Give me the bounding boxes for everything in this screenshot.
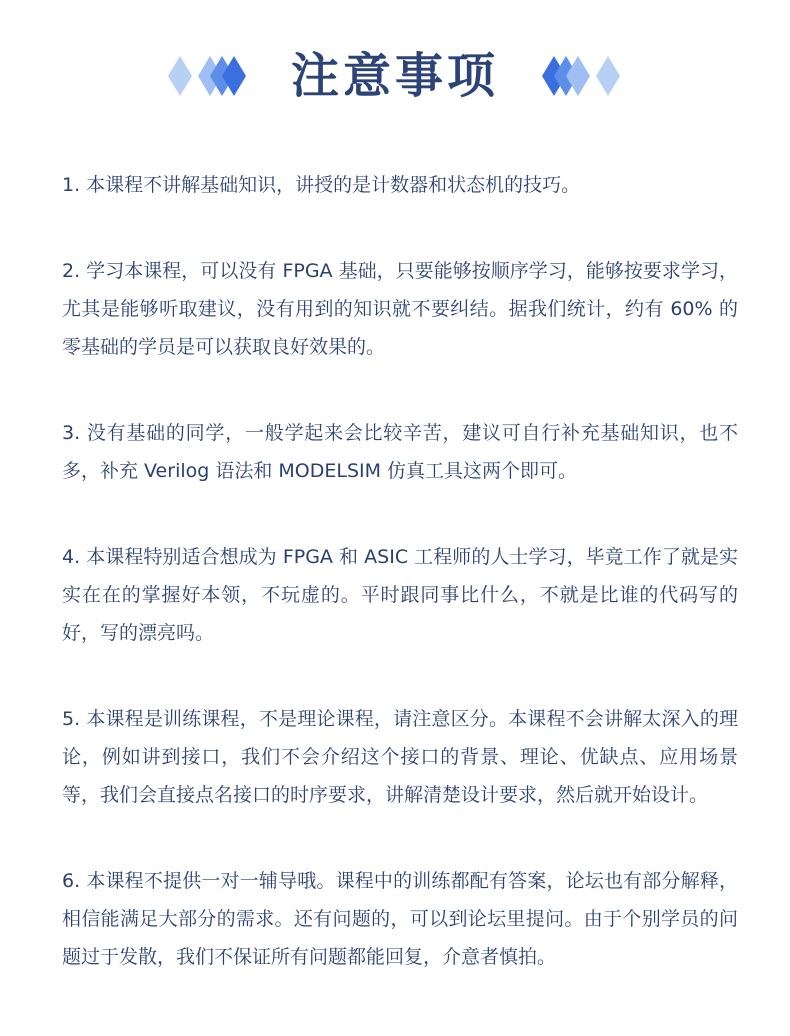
diamond-decoration-right-icon — [542, 56, 622, 96]
note-item: 2. 学习本课程，可以没有 FPGA 基础，只要能够按顺序学习，能够按要求学习，尤其是能够听取建议，没有用到的知识就不要纠结。据我们统计，约有 60% 的零基础的学员是可以获取良好效果的。 — [62, 260, 738, 358]
note-item: 1. 本课程不讲解基础知识，讲授的是计数器和状态机的技巧。 — [62, 174, 581, 196]
note-item: 6. 本课程不提供一对一辅导哦。课程中的训练都配有答案，论坛也有部分解释，相信能满足大部分的需求。还有问题的，可以到论坛里提问。由于个别学员的问题过于发散，我们不保证所有问题都能回复，介意者慎拍。 — [62, 870, 738, 968]
note-item: 4. 本课程特别适合想成为 FPGA 和 ASIC 工程师的人士学习，毕竟工作了就是实实在在的掌握好本领，不玩虚的。平时跟同事比什么，不就是比谁的代码写的好，写的漂亮吗。 — [62, 546, 738, 644]
header — [0, 38, 790, 118]
note-item: 5. 本课程是训练课程，不是理论课程，请注意区分。本课程不会讲解太深入的理论，例如讲到接口，我们不会介绍这个接口的背景、理论、优缺点、应用场景等，我们会直接点名接口的时序要求，讲解清楚设计要求，然后就开始设计。 — [62, 708, 738, 806]
note-item: 3. 没有基础的同学，一般学起来会比较辛苦，建议可自行补充基础知识，也不多，补充 Verilog 语法和 MODELSIM 仿真工具这两个即可。 — [62, 422, 738, 482]
page-title: 注意事项 — [290, 48, 499, 104]
notes-list — [62, 166, 738, 1024]
